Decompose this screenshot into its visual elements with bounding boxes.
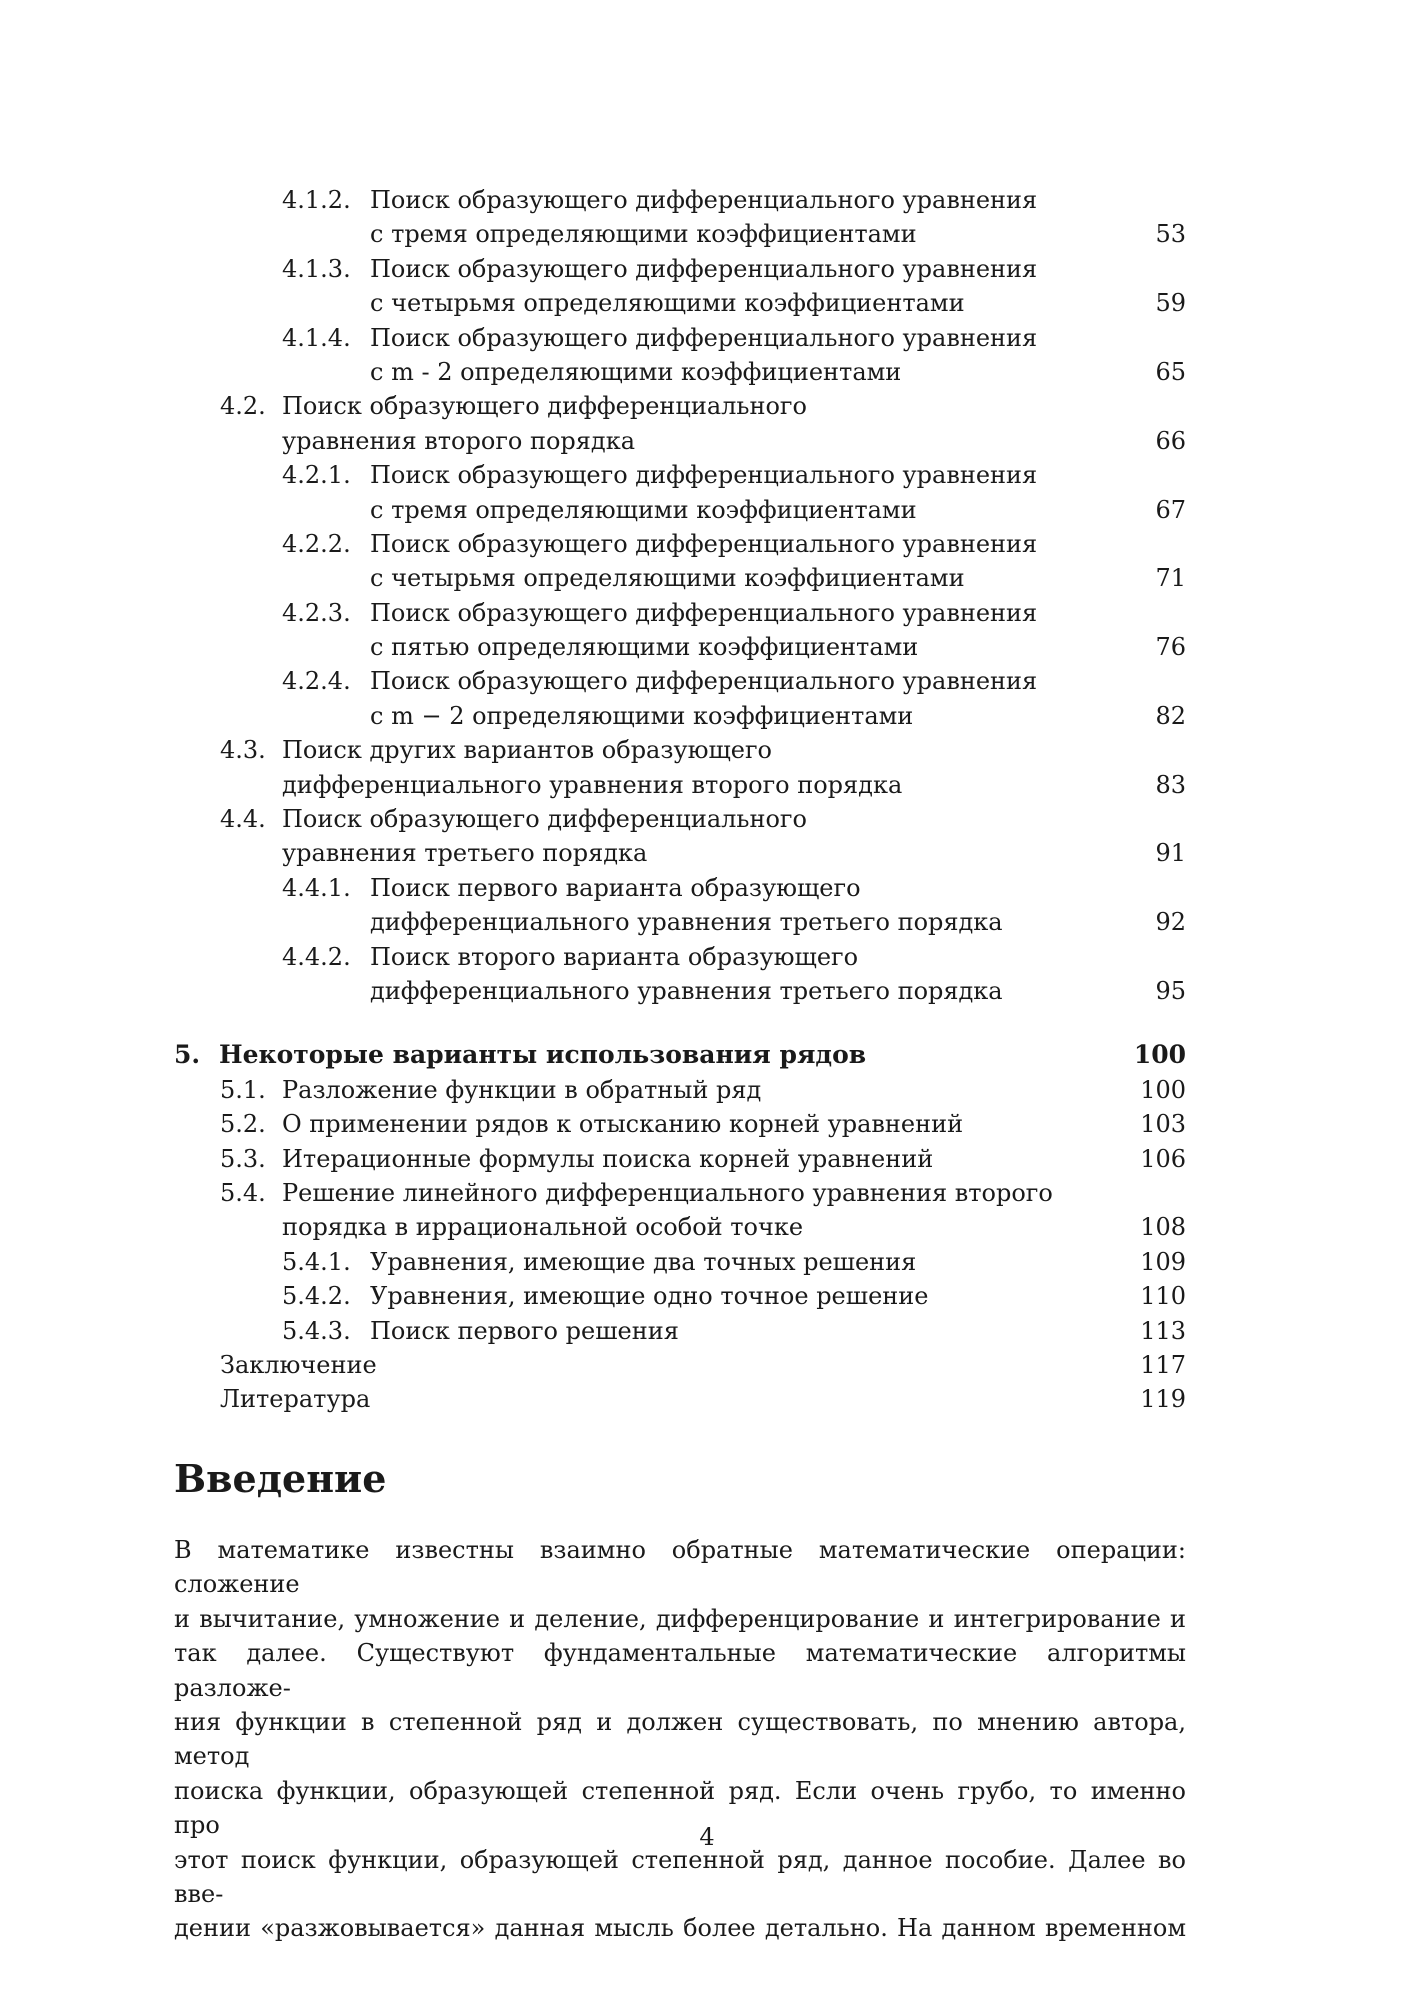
toc-entry-title: Поиск образующего дифференциального уравнения	[370, 461, 1038, 490]
toc-entry-title: Поиск образующего дифференциального уравнения	[370, 323, 1038, 352]
toc-entry-title: Поиск образующего дифференциального уравнения	[370, 529, 1038, 558]
toc-entry-number: 4.3.	[220, 736, 266, 765]
toc-entry-page: 83	[1155, 770, 1186, 799]
toc-entry-page: 82	[1155, 701, 1186, 730]
toc-entry-title: уравнения третьего порядка	[282, 839, 648, 868]
toc-entry-page: 67	[1155, 495, 1186, 524]
toc-entry-page: 100	[1133, 1040, 1186, 1070]
toc-entry-title: порядка в иррациональной особой точке	[282, 1213, 804, 1242]
toc-entry[interactable]	[0, 768, 1414, 802]
toc-entry-number: 5.2.	[220, 1110, 266, 1139]
toc-entry[interactable]	[0, 664, 1414, 698]
toc-entry-title: с тремя определяющими коэффициентами	[370, 220, 917, 249]
paragraph-line: ния функции в степенной ряд и должен существовать, по мнению автора, метод	[174, 1708, 1186, 1771]
toc-entry-number: 4.2.2.	[282, 529, 351, 558]
toc-entry-number: 4.2.3.	[282, 598, 351, 627]
toc-entry[interactable]	[0, 1176, 1414, 1210]
paragraph-line: поиска функции, образующей степенной ряд. Если очень грубо, то именно про	[174, 1776, 1186, 1840]
toc-entry[interactable]	[0, 802, 1414, 836]
toc-entry[interactable]	[0, 1073, 1414, 1107]
toc-entry-title: дифференциального уравнения третьего порядка	[370, 976, 1003, 1005]
toc-entry-title: Поиск образующего дифференциального уравнения	[370, 598, 1038, 627]
toc-entry[interactable]	[0, 1038, 1414, 1072]
toc-entry-title: Решение линейного дифференциального уравнения второго	[282, 1178, 1053, 1207]
toc-entry[interactable]	[0, 1142, 1414, 1176]
toc-entry-number: 5.3.	[220, 1144, 266, 1173]
toc-entry-title: Заключение	[220, 1350, 377, 1379]
toc-entry[interactable]	[0, 389, 1414, 423]
toc-gap	[0, 1008, 1414, 1038]
toc-entry-title: Поиск второго варианта образующего	[370, 942, 859, 971]
toc-entry[interactable]	[0, 355, 1414, 389]
toc-entry-title: Поиск образующего дифференциального	[282, 392, 807, 421]
toc-entry-number: 4.1.4.	[282, 323, 351, 352]
toc-entry[interactable]	[0, 527, 1414, 561]
toc-entry-page: 95	[1155, 976, 1186, 1005]
toc-entry-title: с m - 2 определяющими коэффициентами	[370, 357, 902, 386]
toc-entry-title: Разложение функции в обратный ряд	[282, 1075, 762, 1104]
toc-entry-title: Литература	[220, 1385, 371, 1414]
toc-entry[interactable]	[0, 699, 1414, 733]
toc-entry-number: 4.4.2.	[282, 942, 351, 971]
toc-entry-page: 109	[1140, 1247, 1186, 1276]
toc-entry-title: с m − 2 определяющими коэффициентами	[370, 701, 914, 730]
toc-entry-title: Поиск образующего дифференциального уравнения	[370, 186, 1038, 214]
toc-entry-page: 76	[1155, 633, 1186, 662]
toc-entry[interactable]	[0, 1279, 1414, 1313]
toc-entry-page: 66	[1155, 426, 1186, 455]
toc-entry[interactable]	[0, 217, 1414, 251]
toc-entry[interactable]	[0, 561, 1414, 595]
toc-entry-number: 5.4.2.	[282, 1282, 351, 1311]
toc-entry[interactable]	[0, 252, 1414, 286]
paragraph-line: В математике известны взаимно обратные математические операции: сложение	[174, 1536, 1186, 1599]
section-heading: Введение	[174, 1456, 387, 1501]
paragraph-line: так далее. Существуют фундаментальные математические алгоритмы разложе-	[174, 1639, 1186, 1702]
toc-entry-page: 71	[1155, 564, 1186, 593]
toc-entry-number: 4.1.2.	[282, 186, 351, 214]
toc-entry[interactable]	[0, 424, 1414, 458]
toc-entry-page: 117	[1140, 1350, 1186, 1379]
paragraph-line: этот поиск функции, образующей степенной ряд, данное пособие. Далее во вве-	[174, 1845, 1186, 1909]
toc-entry-title: Поиск других вариантов образующего	[282, 736, 773, 765]
toc-entry[interactable]	[0, 321, 1414, 355]
toc-entry-title: с пятью определяющими коэффициентами	[370, 633, 919, 662]
toc-entry-title: дифференциального уравнения третьего порядка	[370, 908, 1003, 937]
toc-entry-title: дифференциального уравнения второго порядка	[282, 770, 903, 799]
toc-entry[interactable]	[0, 836, 1414, 870]
paragraph-line: дении «разжовывается» данная мысль более детально. На данном временном	[174, 1914, 1186, 1943]
toc-entry-number: 5.1.	[220, 1075, 266, 1104]
toc-entry-title: Поиск первого решения	[370, 1316, 679, 1345]
toc-entry[interactable]	[0, 1314, 1414, 1348]
toc-entry[interactable]	[0, 940, 1414, 974]
toc-entry-page: 113	[1140, 1316, 1186, 1345]
toc-entry-page: 59	[1155, 289, 1186, 318]
toc-entry-title: Некоторые варианты использования рядов	[219, 1040, 867, 1070]
toc-entry-page: 91	[1155, 839, 1186, 868]
toc-entry-title: Поиск образующего дифференциального уравнения	[370, 667, 1038, 696]
toc-entry-number: 4.2.	[220, 392, 266, 421]
intro-paragraph	[174, 1533, 1186, 1946]
toc-entry-page: 103	[1140, 1110, 1186, 1139]
toc-entry-page: 65	[1155, 357, 1186, 386]
toc-entry[interactable]	[0, 905, 1414, 939]
toc-entry-title: Поиск первого варианта образующего	[370, 873, 861, 902]
toc-entry-title: Уравнения, имеющие одно точное решение	[370, 1282, 929, 1311]
toc-entry-number: 4.1.3.	[282, 254, 351, 283]
toc-entry[interactable]	[0, 458, 1414, 492]
toc-entry-title: с четырьмя определяющими коэффициентами	[370, 564, 965, 593]
toc-entry[interactable]	[0, 871, 1414, 905]
toc-entry[interactable]	[0, 596, 1414, 630]
toc-entry-title: с четырьмя определяющими коэффициентами	[370, 289, 965, 318]
toc-entry[interactable]	[0, 630, 1414, 664]
toc-entry-number: 5.4.	[220, 1178, 266, 1207]
toc-entry[interactable]	[0, 183, 1414, 217]
toc-entry-title: уравнения второго порядка	[282, 426, 636, 455]
toc-entry-page: 100	[1140, 1075, 1186, 1104]
toc-entry-title: с тремя определяющими коэффициентами	[370, 495, 917, 524]
toc-entry-number: 4.4.1.	[282, 873, 351, 902]
toc-entry[interactable]	[0, 733, 1414, 767]
toc-entry-title: Уравнения, имеющие два точных решения	[370, 1247, 917, 1276]
toc-entry[interactable]	[0, 493, 1414, 527]
toc-entry[interactable]	[0, 1348, 1414, 1382]
paragraph-line: и вычитание, умножение и деление, дифференцирование и интегрирование и	[174, 1604, 1186, 1633]
toc-entry-number: 4.4.	[220, 805, 266, 834]
toc-entry-page: 106	[1140, 1144, 1186, 1173]
toc-entry[interactable]	[0, 286, 1414, 320]
toc-entry-title: Поиск образующего дифференциального	[282, 805, 807, 834]
toc-entry-title: О применении рядов к отысканию корней уравнений	[282, 1110, 964, 1139]
toc-entry-title: Поиск образующего дифференциального уравнения	[370, 254, 1038, 283]
toc-entry[interactable]	[0, 1210, 1414, 1244]
toc-entry-number: 4.2.1.	[282, 461, 351, 490]
toc-entry-number: 5.	[174, 1040, 201, 1070]
toc-entry-page: 53	[1155, 220, 1186, 249]
toc-entry-page: 110	[1140, 1282, 1186, 1311]
toc-entry-title: Итерационные формулы поиска корней уравнений	[282, 1144, 934, 1173]
toc-entry[interactable]	[0, 1245, 1414, 1279]
table-of-contents	[0, 183, 1414, 1417]
toc-entry[interactable]	[0, 974, 1414, 1008]
toc-entry-page: 119	[1140, 1385, 1186, 1414]
toc-entry-number: 4.2.4.	[282, 667, 351, 696]
page-number: 4	[699, 1823, 715, 1851]
toc-entry-page: 92	[1155, 908, 1186, 937]
toc-entry[interactable]	[0, 1382, 1414, 1416]
toc-entry-number: 5.4.1.	[282, 1247, 351, 1276]
toc-entry-page: 108	[1140, 1213, 1186, 1242]
toc-entry[interactable]	[0, 1107, 1414, 1141]
toc-entry-number: 5.4.3.	[282, 1316, 351, 1345]
